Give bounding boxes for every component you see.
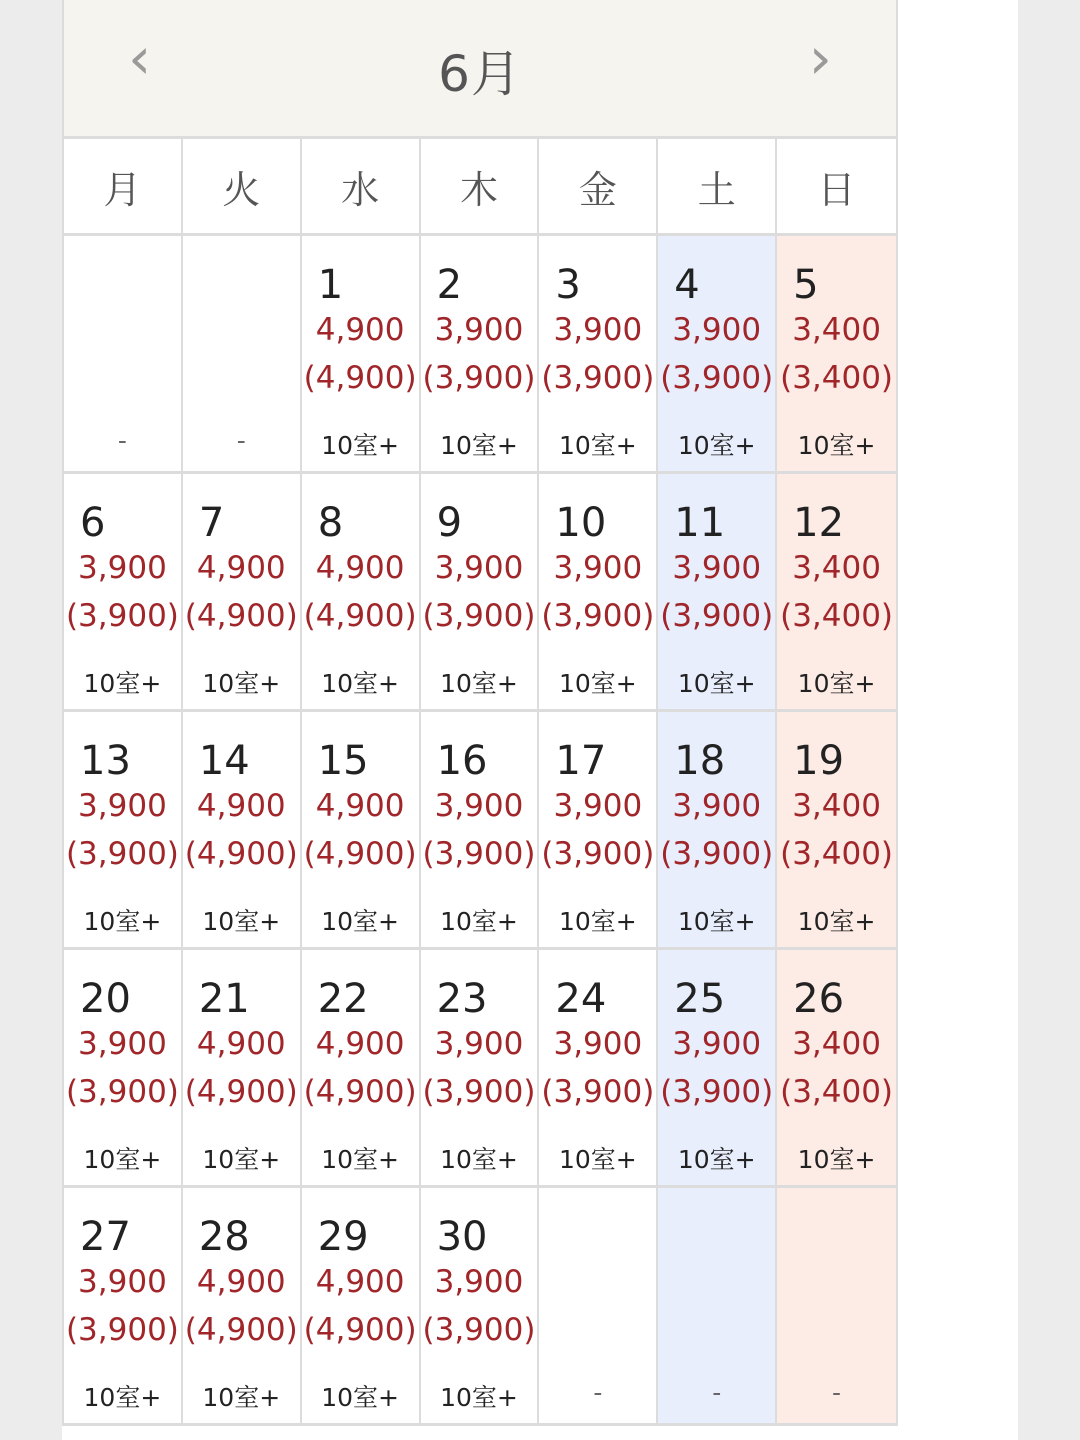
- rooms-available: 10室+: [83, 907, 162, 936]
- price: 3,900: [434, 1264, 524, 1300]
- price-before-tax: (4,900): [184, 836, 298, 872]
- weekday-sun: 日: [817, 167, 856, 212]
- rooms-available: 10室+: [202, 907, 281, 936]
- price-before-tax: (3,900): [422, 1074, 536, 1110]
- price-before-tax: (3,900): [65, 836, 179, 872]
- day-number: 4: [674, 262, 700, 308]
- price: 3,900: [434, 550, 524, 586]
- price: 3,900: [78, 788, 167, 824]
- rooms-available: 10室+: [440, 669, 518, 698]
- day-cell[interactable]: [183, 474, 302, 712]
- availability-calendar: [62, 0, 898, 1426]
- empty-day-cell: [777, 1188, 896, 1426]
- price: 4,900: [315, 1264, 405, 1300]
- day-cell[interactable]: [777, 712, 896, 950]
- rooms-available: 10室+: [677, 907, 756, 936]
- day-number: 29: [317, 1214, 369, 1260]
- price: 3,900: [434, 1026, 524, 1062]
- day-number: 17: [555, 738, 607, 784]
- price-before-tax: (3,900): [660, 360, 774, 396]
- price: 3,400: [792, 1026, 881, 1062]
- price-before-tax: (4,900): [303, 1312, 417, 1348]
- rooms-available: 10室+: [797, 431, 876, 460]
- price: 3,900: [78, 1264, 167, 1300]
- day-cell[interactable]: [302, 1188, 421, 1426]
- price-before-tax: (3,900): [422, 1312, 536, 1348]
- rooms-available: 10室+: [558, 907, 637, 936]
- price: 3,400: [792, 550, 881, 586]
- rooms-available: 10室+: [440, 431, 518, 460]
- day-cell[interactable]: [658, 712, 777, 950]
- price-before-tax: (3,900): [541, 836, 655, 872]
- day-number: 5: [793, 262, 819, 308]
- price: 3,900: [672, 788, 762, 824]
- empty-day-cell: [658, 1188, 777, 1426]
- price-before-tax: (3,900): [541, 598, 655, 634]
- price: 4,900: [315, 312, 405, 348]
- price: 4,900: [196, 1026, 286, 1062]
- weekday-tue: 火: [183, 139, 302, 233]
- day-number: 15: [317, 738, 369, 784]
- day-number: 6: [80, 500, 106, 546]
- price: 4,900: [315, 1026, 405, 1062]
- no-availability-dash: -: [236, 426, 246, 455]
- price-before-tax: (4,900): [184, 1074, 298, 1110]
- rooms-available: 10室+: [677, 669, 756, 698]
- rooms-available: 10室+: [321, 1145, 400, 1174]
- price: 3,900: [553, 788, 643, 824]
- rooms-available: 10室+: [321, 907, 400, 936]
- day-cell[interactable]: [302, 950, 421, 1188]
- rooms-available: 10室+: [83, 669, 162, 698]
- day-cell[interactable]: [658, 950, 777, 1188]
- price: 4,900: [196, 788, 286, 824]
- price: 4,900: [315, 788, 405, 824]
- rooms-available: 10室+: [202, 1145, 281, 1174]
- day-number: 24: [555, 976, 607, 1022]
- day-cell[interactable]: [183, 1188, 302, 1426]
- day-cell[interactable]: [421, 236, 540, 474]
- day-number: 11: [674, 500, 726, 546]
- chevron-left-icon[interactable]: ‹: [128, 24, 152, 92]
- day-cell[interactable]: [539, 236, 658, 474]
- price: 3,900: [78, 550, 167, 586]
- day-cell[interactable]: [539, 712, 658, 950]
- price: 3,900: [434, 312, 524, 348]
- day-cell[interactable]: [421, 712, 540, 950]
- price: 3,900: [553, 550, 643, 586]
- no-availability-dash: -: [593, 1378, 603, 1407]
- price-before-tax: (3,900): [422, 598, 536, 634]
- chevron-right-icon[interactable]: ›: [808, 24, 832, 92]
- day-number: 7: [198, 500, 225, 546]
- day-number: 14: [198, 738, 250, 784]
- price-before-tax: (3,900): [541, 360, 655, 396]
- price-before-tax: (3,900): [541, 1074, 655, 1110]
- day-cell[interactable]: [183, 950, 302, 1188]
- rooms-available: 10室+: [797, 669, 876, 698]
- price-before-tax: (3,400): [780, 360, 894, 396]
- weekday-wed: 水: [302, 139, 421, 233]
- rooms-available: 10室+: [202, 669, 281, 698]
- day-cell[interactable]: [658, 474, 777, 712]
- day-number: 22: [317, 976, 369, 1022]
- empty-day-cell: [183, 236, 302, 474]
- day-number: 26: [793, 976, 845, 1022]
- day-number: 16: [436, 738, 488, 784]
- rooms-available: 10室+: [677, 431, 756, 460]
- no-availability-dash: -: [832, 1378, 842, 1407]
- price-before-tax: (4,900): [303, 1074, 417, 1110]
- rooms-available: 10室+: [321, 431, 400, 460]
- day-number: 3: [555, 262, 581, 308]
- month-title: 6月: [438, 45, 522, 103]
- calendar-header: [64, 0, 896, 139]
- empty-day-cell: [539, 1188, 658, 1426]
- day-cell[interactable]: [302, 712, 421, 950]
- price-before-tax: (3,900): [422, 360, 536, 396]
- day-cell[interactable]: [421, 474, 540, 712]
- day-cell[interactable]: [64, 950, 183, 1188]
- price-before-tax: (3,400): [780, 1074, 894, 1110]
- day-cell[interactable]: [64, 712, 183, 950]
- rooms-available: 10室+: [797, 907, 876, 936]
- price-before-tax: (3,400): [780, 836, 894, 872]
- day-cell[interactable]: [539, 950, 658, 1188]
- price-before-tax: (3,900): [660, 1074, 774, 1110]
- no-availability-dash: -: [712, 1378, 722, 1407]
- rooms-available: 10室+: [440, 1145, 518, 1174]
- day-number: 27: [80, 1214, 131, 1260]
- price: 3,900: [553, 1026, 643, 1062]
- rooms-available: 10室+: [558, 669, 637, 698]
- day-cell[interactable]: [777, 950, 896, 1188]
- price-before-tax: (4,900): [184, 1312, 298, 1348]
- weekday-sat: 土: [658, 139, 777, 233]
- day-number: 25: [674, 976, 726, 1022]
- day-cell[interactable]: [183, 712, 302, 950]
- day-cell[interactable]: [302, 236, 421, 474]
- day-number: 21: [198, 976, 250, 1022]
- rooms-available: 10室+: [83, 1383, 162, 1412]
- price-before-tax: (3,900): [65, 1312, 179, 1348]
- rooms-available: 10室+: [558, 1145, 637, 1174]
- price-before-tax: (3,900): [660, 836, 774, 872]
- rooms-available: 10室+: [558, 431, 637, 460]
- price: 3,400: [792, 312, 881, 348]
- price: 3,900: [672, 312, 762, 348]
- day-cell[interactable]: [64, 1188, 183, 1426]
- rooms-available: 10室+: [797, 1145, 876, 1174]
- day-cell[interactable]: [658, 236, 777, 474]
- price-before-tax: (4,900): [303, 836, 417, 872]
- day-cell[interactable]: [421, 1188, 540, 1426]
- price: 3,400: [792, 788, 881, 824]
- day-number: 30: [436, 1214, 488, 1260]
- price: 4,900: [196, 1264, 286, 1300]
- weekday-thu: 木: [421, 139, 540, 233]
- price-before-tax: (3,900): [422, 836, 536, 872]
- price-before-tax: (4,900): [303, 598, 417, 634]
- day-number: 9: [436, 500, 463, 546]
- day-number: 20: [80, 976, 131, 1022]
- price: 3,900: [553, 312, 643, 348]
- day-number: 28: [198, 1214, 250, 1260]
- weekday-mon: 月: [64, 139, 183, 233]
- calendar-day-grid: [64, 236, 896, 1426]
- price-before-tax: (3,400): [780, 598, 894, 634]
- day-cell[interactable]: [777, 236, 896, 474]
- price: 4,900: [315, 550, 405, 586]
- rooms-available: 10室+: [321, 669, 400, 698]
- day-cell[interactable]: [539, 474, 658, 712]
- day-number: 1: [317, 262, 344, 308]
- rooms-available: 10室+: [440, 907, 518, 936]
- price-before-tax: (4,900): [184, 598, 298, 634]
- day-number: 19: [793, 738, 845, 784]
- price-before-tax: (4,900): [303, 360, 417, 396]
- price: 3,900: [434, 788, 524, 824]
- day-cell[interactable]: [64, 474, 183, 712]
- day-number: 23: [436, 976, 488, 1022]
- price: 3,900: [672, 1026, 762, 1062]
- day-number: 18: [674, 738, 726, 784]
- weekday-fri: 金: [539, 139, 658, 233]
- day-number: 8: [317, 500, 344, 546]
- rooms-available: 10室+: [321, 1383, 400, 1412]
- rooms-available: 10室+: [677, 1145, 756, 1174]
- rooms-available: 10室+: [202, 1383, 281, 1412]
- day-cell[interactable]: [302, 474, 421, 712]
- price: 3,900: [672, 550, 762, 586]
- empty-day-cell: [64, 236, 183, 474]
- rooms-available: 10室+: [440, 1383, 518, 1412]
- price: 4,900: [196, 550, 286, 586]
- no-availability-dash: -: [117, 426, 127, 455]
- day-cell[interactable]: [777, 474, 896, 712]
- day-number: 10: [555, 500, 607, 546]
- price-before-tax: (3,900): [65, 1074, 179, 1110]
- price-before-tax: (3,900): [65, 598, 179, 634]
- rooms-available: 10室+: [83, 1145, 162, 1174]
- price: 3,900: [78, 1026, 167, 1062]
- day-number: 12: [793, 500, 845, 546]
- day-number: 13: [80, 738, 131, 784]
- price-before-tax: (3,900): [660, 598, 774, 634]
- day-number: 2: [436, 262, 463, 308]
- day-cell[interactable]: [421, 950, 540, 1188]
- weekday-header-row: [64, 139, 896, 236]
